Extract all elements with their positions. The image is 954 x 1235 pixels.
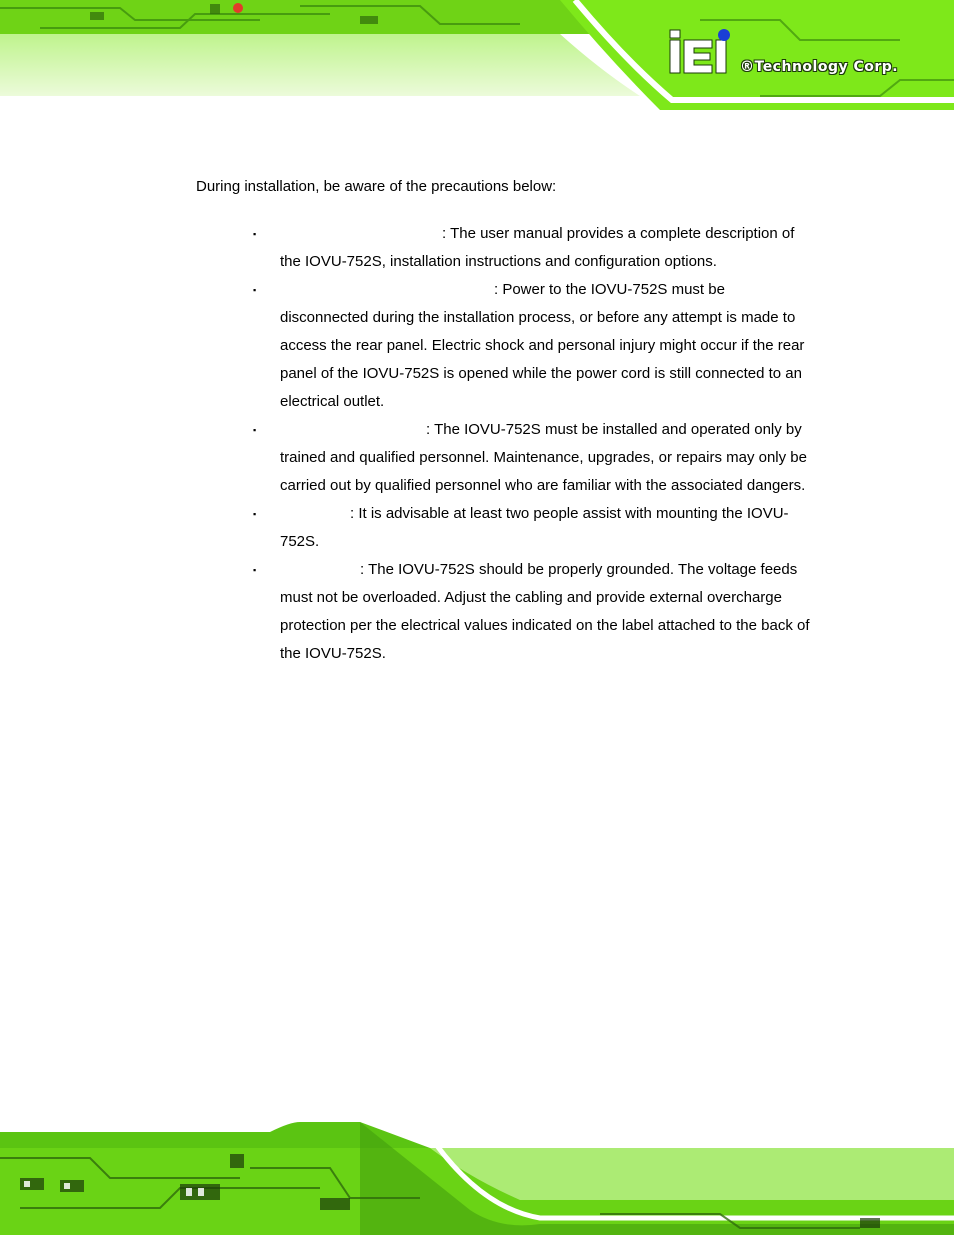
precaution-text: : The user manual provides a complete description of the IOVU-752S, installation instructions and configuration options. bbox=[280, 225, 795, 270]
brand-name: ®Technology Corp. bbox=[740, 59, 899, 75]
precaution-text: : Power to the IOVU-752S must be disconnected during the installation process, or before any attempt is made to access the rear panel. Electric shock and personal injury might occur if the rear panel of the IOVU-752S is opened while the power cord is still connected to an electrical outlet. bbox=[280, 281, 805, 410]
precaution-text: : The IOVU-752S should be properly grounded. The voltage feeds must not be overloaded. Adjust the cabling and provide external overcharge protection per the electrical values indicated on the label attached to the back of the IOVU-752S. bbox=[280, 561, 810, 662]
footer-banner bbox=[0, 1118, 954, 1235]
bullet-icon: ▪ bbox=[253, 565, 257, 575]
intro-text: During installation, be aware of the precautions below: bbox=[196, 178, 557, 195]
list-item bbox=[0, 276, 816, 416]
list-item bbox=[0, 556, 816, 668]
bullet-icon: ▪ bbox=[253, 425, 257, 435]
precaution-text: : The IOVU-752S must be installed and operated only by trained and qualified personnel. Maintenance, upgrades, or repairs may only be carried out by qualified personnel who are familiar with the associated dangers. bbox=[280, 421, 807, 494]
list-item bbox=[0, 220, 816, 276]
bullet-icon: ▪ bbox=[253, 285, 257, 295]
header-banner bbox=[0, 0, 954, 112]
precaution-text: : It is advisable at least two people assist with mounting the IOVU-752S. bbox=[280, 505, 789, 550]
list-item bbox=[0, 500, 816, 556]
bullet-icon: ▪ bbox=[253, 229, 257, 239]
bullet-icon: ▪ bbox=[253, 509, 257, 519]
list-item bbox=[0, 416, 816, 500]
